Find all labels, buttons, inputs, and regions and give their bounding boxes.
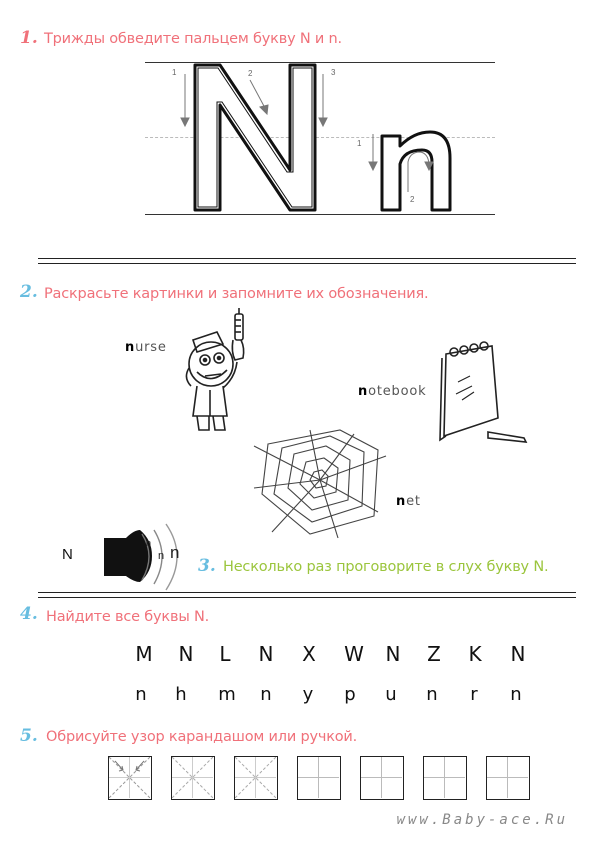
word-nurse [125,340,167,355]
letter-cell[interactable]: K [468,642,482,666]
letter-cell[interactable]: n [135,684,147,705]
letter-cell[interactable]: h [175,684,187,705]
letter-cell[interactable]: W [344,642,364,666]
notebook-picture [426,340,530,446]
word-nurse-rest: urse [135,340,167,355]
sound-letter-1: n [146,538,152,548]
word-net [396,494,421,509]
task-3-title: Несколько раз проговорите в слух букву N. [223,559,549,575]
letter-cell[interactable]: N [178,642,194,666]
task-3-number: 3. [198,556,216,576]
lowercase-n-outline [382,132,450,210]
task-5-number: 5. [20,726,38,746]
task-5-title: Обрисуйте узор карандашом или ручкой. [46,729,358,745]
word-notebook-rest: otebook [368,384,427,399]
letter-cell[interactable]: N [510,642,526,666]
letter-cell[interactable]: L [219,642,231,666]
stroke-number-lower-2: 2 [410,195,415,204]
pattern-box-diagonal[interactable] [234,756,278,800]
section-divider-2 [38,592,576,593]
word-nurse-first-letter: n [125,340,136,355]
word-notebook [358,384,426,399]
letter-cell[interactable]: n [426,684,438,705]
pattern-box-cross[interactable] [297,756,341,800]
stroke-number-2: 2 [248,69,253,78]
stroke-number-lower-1: 1 [357,139,362,148]
tracing-letters[interactable] [140,60,500,220]
letter-cell[interactable]: n [510,684,522,705]
pattern-box-cross[interactable] [486,756,530,800]
word-net-first-letter: n [396,494,407,509]
section-divider [38,258,576,259]
task-2-number: 2. [20,282,38,302]
nurse-picture [183,308,258,436]
uppercase-n-outline [195,65,315,210]
sound-letter-3: n [170,543,180,562]
site-watermark: www.Baby-ace.Ru [396,812,568,828]
letter-cell[interactable]: u [385,684,397,705]
net-picture [250,428,390,540]
letter-cell[interactable]: p [344,684,356,705]
speaker-letter-label: N [62,546,73,563]
letter-cell[interactable]: N [385,642,401,666]
letter-cell[interactable]: X [302,642,316,666]
letter-cell[interactable]: N [258,642,274,666]
letter-cell[interactable]: r [470,684,478,705]
task-4-number: 4. [20,604,38,624]
task-2-title: Раскрасьте картинки и запомните их обозначения. [44,286,429,302]
stroke-number-3: 3 [331,68,336,77]
letter-cell[interactable]: M [135,642,153,666]
letter-cell[interactable]: y [302,684,314,705]
task-1-title: Трижды обведите пальцем букву N и n. [44,31,342,47]
pattern-box-diagonal[interactable] [171,756,215,800]
word-net-rest: et [406,494,421,509]
letter-cell[interactable]: Z [427,642,441,666]
sound-letter-2: n [158,550,165,562]
task-4-title: Найдите все буквы N. [46,609,210,625]
word-notebook-first-letter: n [358,384,369,399]
task-1-number: 1. [20,28,38,48]
pattern-box-diagonal[interactable] [108,756,152,800]
letter-cell[interactable]: n [260,684,272,705]
pattern-box-cross[interactable] [360,756,404,800]
pattern-box-cross[interactable] [423,756,467,800]
stroke-number-1: 1 [172,68,177,77]
letter-cell[interactable]: m [218,684,236,705]
